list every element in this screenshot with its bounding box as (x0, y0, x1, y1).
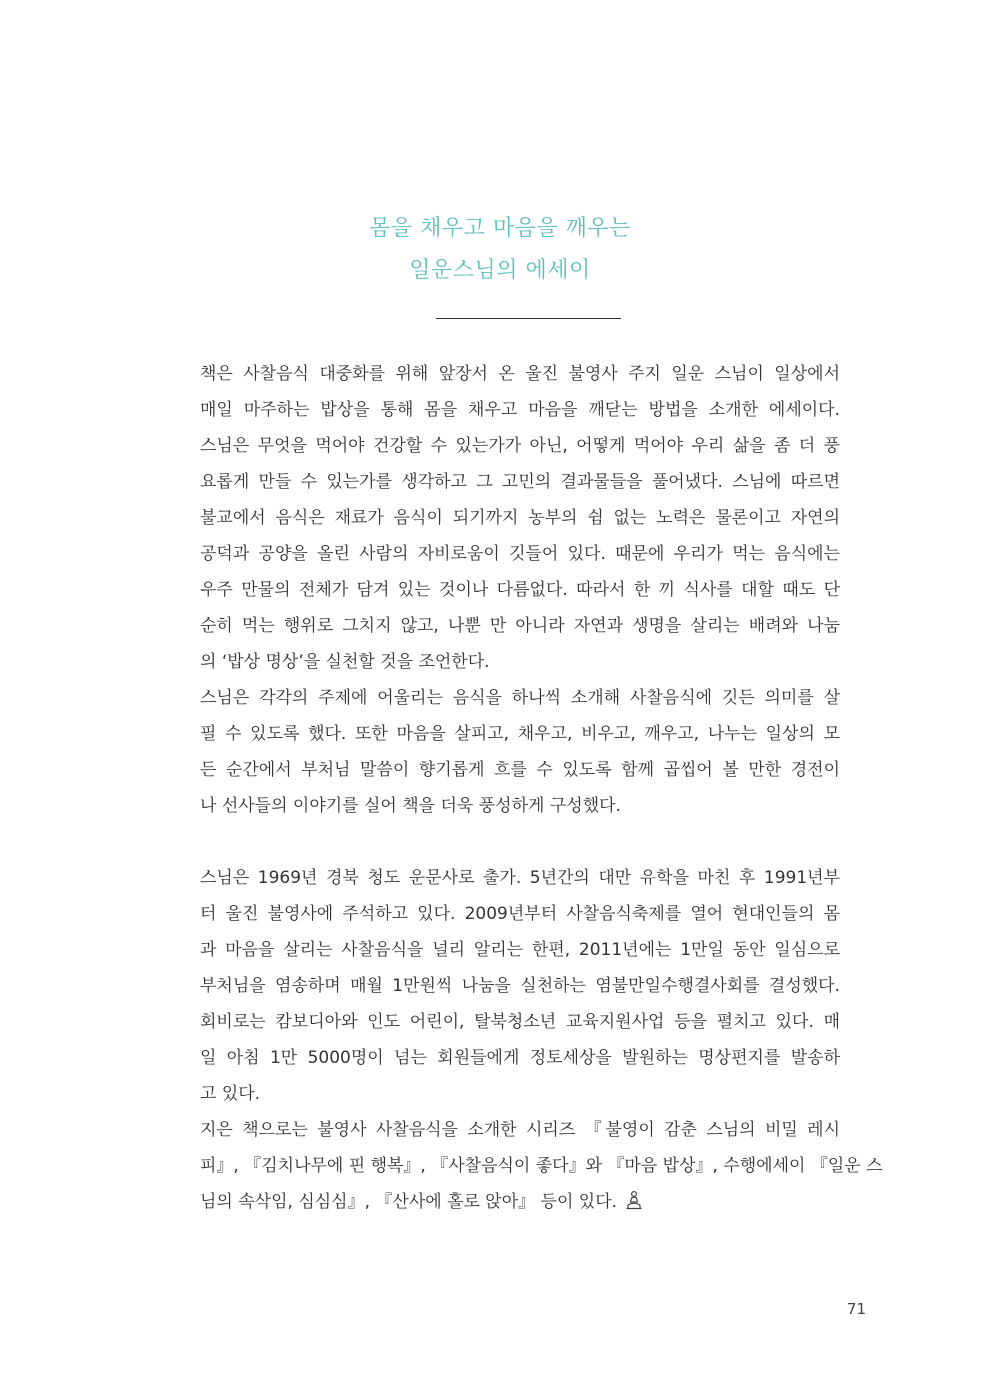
paragraph-3-line: 부처님을 염송하며 매월 1만원씩 나눔을 실천하는 염불만일수행결사회를 결성했다. (200, 976, 840, 996)
paragraph-4-line (200, 1190, 840, 1217)
paragraph-1-line: 우주 만물의 전체가 담겨 있는 것이나 다름없다. 따라서 한 끼 식사를 대할 때도 단 (200, 580, 840, 600)
title-line-1: 몸을 채우고 마음을 깨우는 (369, 216, 631, 241)
paragraph-1-line: 의 ‘밥상 명상’을 실천할 것을 조언한다. (200, 652, 490, 672)
paragraph-3-line: 일 아침 1만 5000명이 넘는 회원들에게 정토세상을 발원하는 명상편지를 발송하 (200, 1048, 840, 1068)
paragraph-3-line: 회비로는 캄보디아와 인도 어린이, 탈북청소년 교육지원사업 등을 펼치고 있다. 매 (200, 1012, 840, 1032)
paragraph-4-last-text: 님의 속삭임, 심심심』, 『산사에 홀로 앉아』 등이 있다. (200, 1192, 618, 1212)
title-divider (436, 318, 621, 319)
paragraph-1-line: 매일 마주하는 밥상을 통해 몸을 채우고 마음을 깨닫는 방법을 소개한 에세이다. (200, 400, 840, 420)
paragraph-1-line: 불교에서 음식은 재료가 음식이 되기까지 농부의 쉼 없는 노력은 물론이고 자연의 (200, 508, 840, 528)
paragraph-1-line: 스님은 무엇을 먹어야 건강할 수 있는가가 아닌, 어떻게 먹어야 우리 삶을 좀 더 풍 (200, 436, 840, 456)
title-line-2: 일운스님의 에세이 (409, 258, 591, 283)
paragraph-2-line: 스님은 각각의 주제에 어울리는 음식을 하나씩 소개해 사찰음식에 깃든 의미를 살 (200, 688, 840, 708)
paragraph-3-line: 스님은 1969년 경북 청도 운문사로 출가. 5년간의 대만 유학을 마친 후 1991년부 (200, 868, 840, 888)
paragraph-1-line: 공덕과 공양을 올린 사람의 자비로움이 깃들어 있다. 때문에 우리가 먹는 음식에는 (200, 544, 840, 564)
paragraph-3-line: 과 마음을 살리는 사찰음식을 널리 알리는 한편, 2011년에는 1만일 동안 일심으로 (200, 940, 840, 960)
paragraph-1-line: 요롭게 만들 수 있는가를 생각하고 그 고민의 결과물들을 풀어냈다. 스님에 따르면 (200, 472, 840, 492)
paragraph-2-line: 나 선사들의 이야기를 실어 책을 더욱 풍성하게 구성했다. (200, 796, 621, 816)
paragraph-1-line: 순히 먹는 행위로 그치지 않고, 나뿐 만 아니라 자연과 생명을 살리는 배려와 나눔 (200, 616, 840, 636)
paragraph-4-line: 피』, 『김치나무에 핀 행복』, 『사찰음식이 좋다』와 『마음 밥상』, 수행에세이 『일운 스 (200, 1156, 883, 1176)
paragraph-2-line: 필 수 있도록 했다. 또한 마음을 살피고, 채우고, 비우고, 깨우고, 나누는 일상의 모 (200, 724, 840, 744)
paragraph-1-line: 책은 사찰음식 대중화를 위해 앞장서 온 울진 불영사 주지 일운 스님이 일상에서 (200, 364, 840, 384)
paragraph-3-line: 터 울진 불영사에 주석하고 있다. 2009년부터 사찰음식축제를 열어 현대인들의 몸 (200, 904, 840, 924)
buddha-end-mark-icon (625, 1190, 643, 1217)
paragraph-3-line: 고 있다. (200, 1084, 261, 1104)
paragraph-2-line: 든 순간에서 부처님 말씀이 향기롭게 흐를 수 있도록 함께 곱씹어 볼 만한 경전이 (200, 760, 840, 780)
page-number: 71 (846, 1300, 866, 1318)
paragraph-4-line: 지은 책으로는 불영사 사찰음식을 소개한 시리즈 『불영이 감춘 스님의 비밀 레시 (200, 1120, 840, 1140)
